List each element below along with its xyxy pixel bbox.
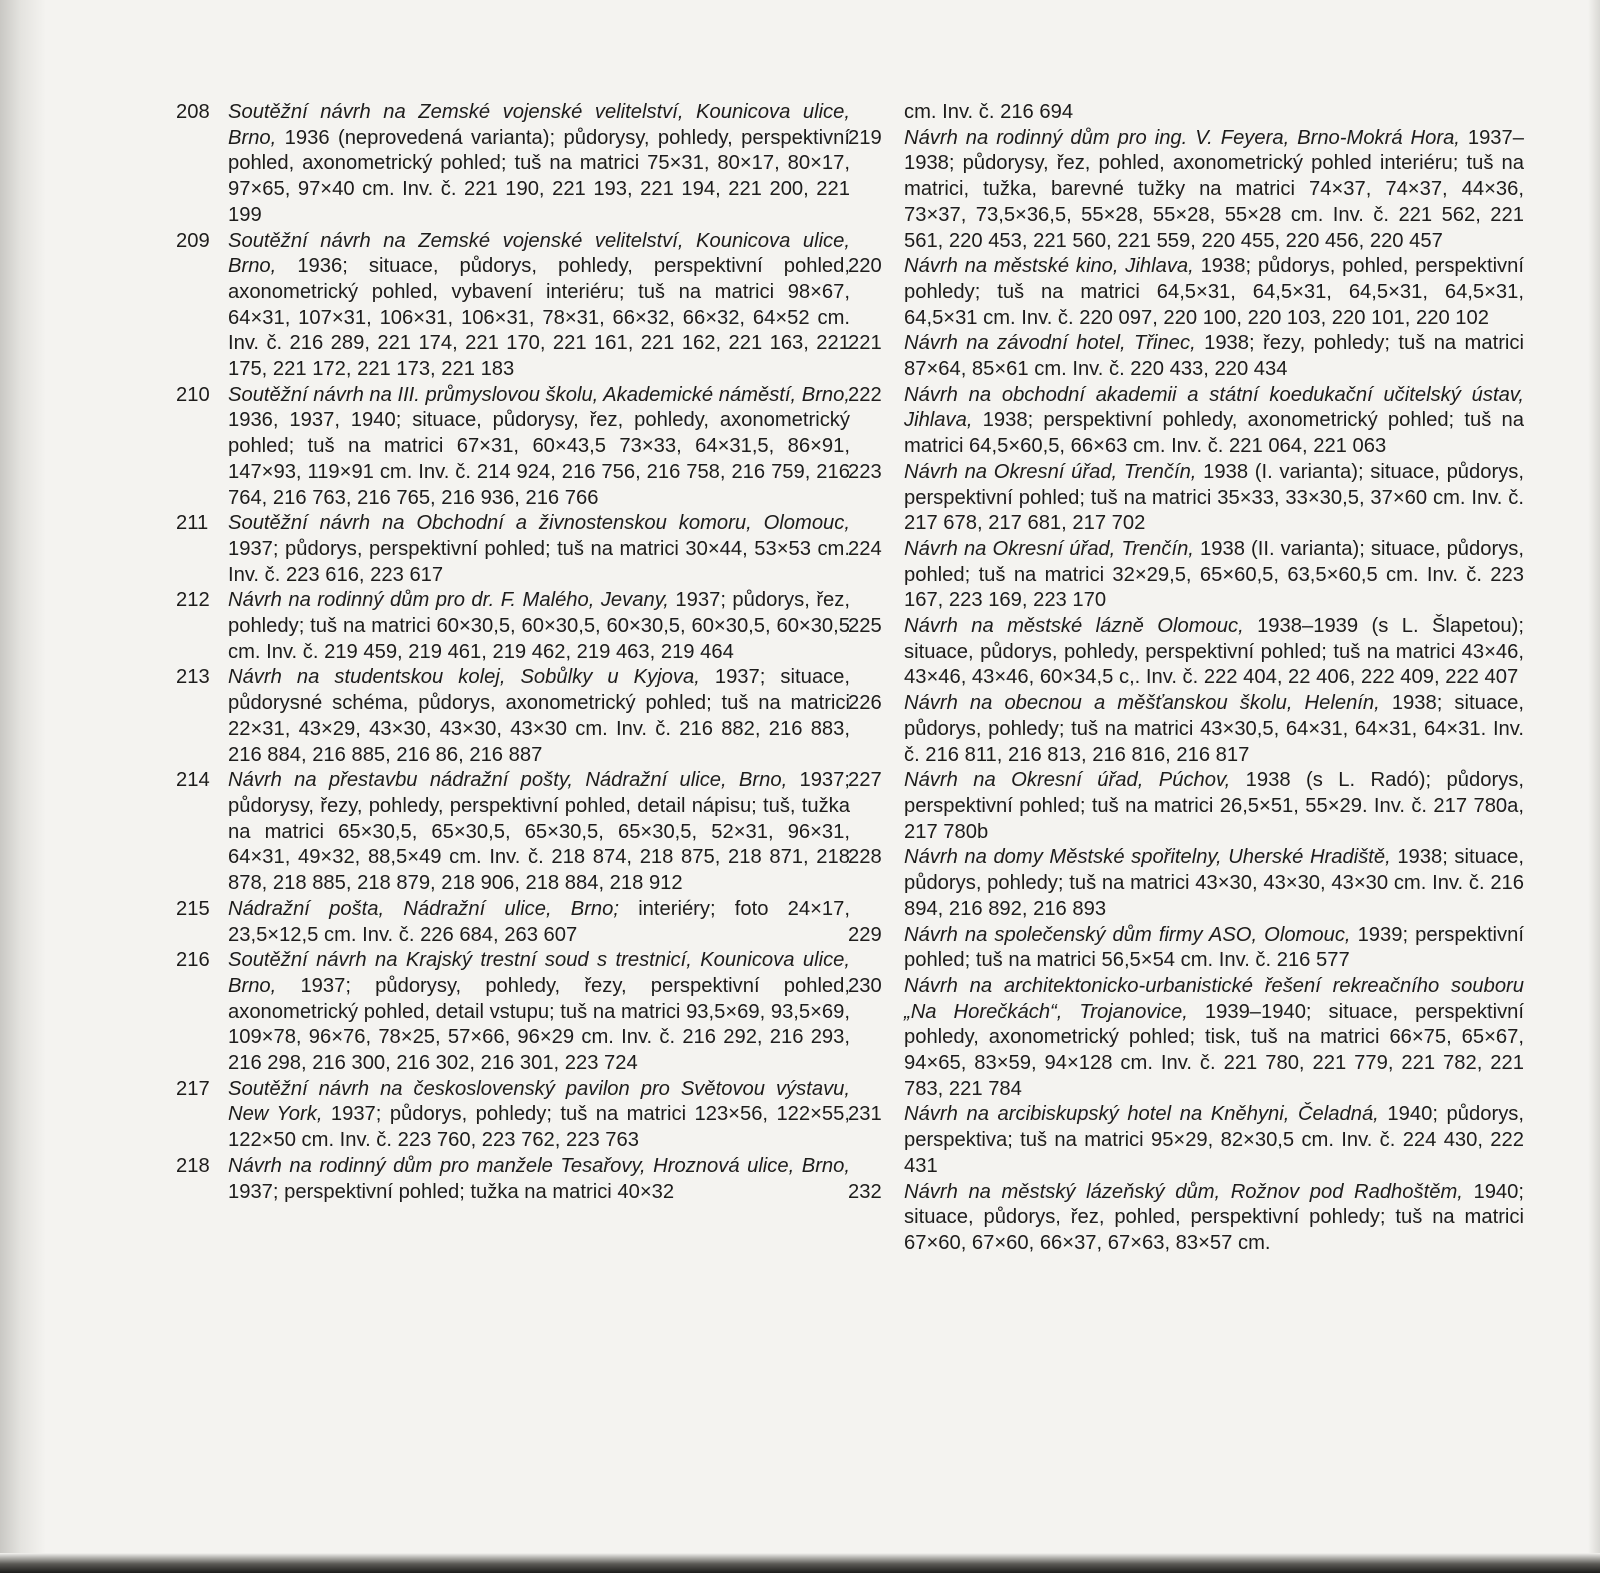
entry-title: Návrh na městské lázně Olomouc, — [904, 615, 1244, 638]
entry-title: Návrh na Okresní úřad, Púchov, — [904, 769, 1231, 792]
catalog-entry — [176, 100, 850, 229]
entry-number: 225 — [848, 615, 882, 638]
catalog-entry — [176, 588, 850, 665]
entry-number: 217 — [176, 1077, 210, 1100]
entry-title: Soutěžní návrh na III. průmyslovou školu, Akademické náměstí, Brno, — [228, 383, 850, 406]
entry-details: 1937; situace, půdorysné schéma, půdorys, axonometrický pohled; tuš na matrici 22×31, 43×29, 43×30, 43×30, 43×30 cm. Inv. č. 216 882, 216 883, 216 884, 216 885, 216 86, 216 887 — [228, 666, 850, 766]
entry-details: 1938; řezy, pohledy; tuš na matrici 87×64, 85×61 cm. Inv. č. 220 433, 220 434 — [904, 332, 1524, 381]
catalog-entry — [176, 1077, 850, 1154]
entry-title: Soutěžní návrh na Zemské vojenské velitelství, Kounicova ulice, Brno, — [228, 101, 850, 149]
entry-details: 1936; situace, půdorys, pohledy, perspektivní pohled, axonometrický pohled, vybavení interiéru; tuš na matrici 98×67, 64×31, 107×31, 106×31, 106×31, 78×31, 66×32, 66×32, 64×52 cm. Inv. č. 216 289, 221 174, 221 170, 221 161, 221 162, 221 163, 221 175, 221 172, 221 173, 221 183 — [228, 255, 850, 381]
entry-title: Soutěžní návrh na Zemské vojenské velitelství, Kounicova ulice, Brno, — [228, 229, 850, 278]
entry-title: Návrh na městské kino, Jihlava, — [904, 255, 1194, 278]
entry-number: 220 — [848, 255, 882, 278]
catalog-entry — [176, 897, 850, 948]
catalog-entry — [848, 974, 1524, 1103]
catalog-entry — [848, 537, 1524, 614]
catalog-entry — [176, 511, 850, 588]
entry-number: 223 — [848, 460, 882, 483]
entry-number: 229 — [848, 923, 882, 946]
entry-title: Návrh na arcibiskupský hotel na Kněhyni, Čeladná, — [904, 1103, 1379, 1126]
entry-number: 216 — [176, 949, 210, 972]
entry-number: 226 — [848, 692, 882, 715]
catalog-entry — [848, 460, 1524, 537]
catalog-entry — [176, 383, 850, 512]
entry-title: Návrh na Okresní úřad, Trenčín, — [904, 537, 1194, 560]
catalog-entry — [848, 845, 1524, 922]
entry-number: 211 — [176, 512, 209, 535]
entry-number: 227 — [848, 769, 882, 792]
entry-details: 1940; půdorys, perspektiva; tuš na matrici 95×29, 82×30,5 cm. Inv. č. 224 430, 222 431 — [904, 1103, 1524, 1177]
entry-details: 1938 (II. varianta); situace, půdorys, pohled; tuš na matrici 32×29,5, 65×60,5, 63,5×60,5 cm. Inv. č. 223 167, 223 169, 223 170 — [904, 537, 1524, 612]
entry-number: 232 — [848, 1180, 882, 1203]
entry-details: 1939–1940; situace, perspektivní pohledy, axonometrický pohled; tisk, tuš na matrici 66×75, 65×67, 94×65, 83×59, 94×128 cm. Inv. č. 221 780, 221 779, 221 782, 221 783, 221 784 — [904, 1000, 1524, 1100]
catalog-entry — [176, 665, 850, 768]
entry-number: 218 — [176, 1154, 210, 1177]
catalog-entry — [176, 1154, 850, 1205]
page-bottom-edge — [0, 1553, 1600, 1573]
entry-title: Návrh na architektonicko-urbanistické řešení rekreačního souboru „Na Horečkách“, Trojanovice, — [904, 974, 1524, 1023]
catalog-entry — [848, 614, 1524, 691]
entry-details: 1936, 1937, 1940; situace, půdorysy, řez, pohledy, axonometrický pohled; tuš na matrici 67×31, 60×43,5 73×33, 64×31,5, 86×91, 147×93, 119×91 cm. Inv. č. 214 924, 216 756, 216 758, 216 759, 216 764, 216 763, 216 765, 216 936, 216 766 — [228, 409, 850, 509]
entry-number: 230 — [848, 974, 882, 997]
entry-details: 1938 (I. varianta); situace, půdorys, perspektivní pohled; tuš na matrici 35×33, 33×30,5, 37×60 cm. Inv. č. 217 678, 217 681, 217 702 — [904, 460, 1525, 535]
entry-218-continuation: cm. Inv. č. 216 694 — [904, 101, 1074, 123]
entry-number: 214 — [176, 769, 210, 792]
entry-details: 1937; půdorysy, řezy, pohledy, perspektivní pohled, detail nápisu; tuš, tužka na matrici 65×30,5, 65×30,5, 65×30,5, 65×30,5, 52×31, 96×31, 64×31, 49×32, 88,5×49 cm. Inv. č. 218 874, 218 875, 218 871, 218 878, 218 885, 218 879, 218 906, 218 884, 218 912 — [228, 769, 850, 895]
entry-details: 1938; půdorys, pohled, perspektivní pohledy; tuš na matrici 64,5×31, 64,5×31, 64,5×31, 64,5×31, 64,5×31 cm. Inv. č. 220 097, 220 100, 220 103, 220 101, 220 102 — [904, 255, 1524, 329]
entry-details: 1937–1938; půdorysy, řez, pohled, axonometrický pohled interiéru; tuš na matrici, tužka, barevné tužky na matrici 74×37, 74×37, 44×36, 73×37, 73,5×36,5, 55×28, 55×28, 55×28 cm. Inv. č. 221 562, 221 561, 220 453, 221 560, 221 559, 220 455, 220 456, 220 457 — [904, 126, 1524, 252]
book-spine-shadow — [0, 0, 46, 1573]
entry-title: Návrh na obchodní akademii a státní koedukační učitelský ústav, Jihlava, — [904, 383, 1524, 432]
entry-title: Návrh na přestavbu nádražní pošty, Nádražní ulice, Brno, — [228, 769, 788, 792]
catalog-entry — [848, 768, 1524, 845]
entry-number: 215 — [176, 897, 210, 920]
entry-details: 1938–1939 (s L. Šlapetou); situace, půdorys, pohledy, perspektivní pohled; tuš na matrici 43×46, 43×46, 43×46, 60×34,5 c,. Inv. č. 222 404, 22 406, 222 409, 222 407 — [904, 615, 1524, 689]
entry-number: 231 — [848, 1103, 882, 1126]
entry-title: Návrh na rodinný dům pro manžele Tesařovy, Hroznová ulice, Brno, — [228, 1154, 850, 1177]
catalog-entry — [848, 254, 1524, 331]
entry-title: Soutěžní návrh na Obchodní a živnostenskou komoru, Olomouc, — [228, 512, 850, 535]
entry-number: 222 — [848, 383, 882, 406]
right-column — [848, 100, 1524, 1257]
entry-title: Soutěžní návrh na československý pavilon pro Světovou výstavu, New York, — [228, 1077, 850, 1126]
catalog-entry — [176, 768, 850, 897]
entry-details: 1938; situace, půdorys, pohledy; tuš na matrici 43×30,5, 64×31, 64×31, 64×31. Inv. č. 216 811, 216 813, 216 816, 216 817 — [904, 692, 1524, 766]
entry-title: Návrh na rodinný dům pro ing. V. Feyera, Brno-Mokrá Hora, — [904, 126, 1460, 149]
entry-details: interiéry; foto 24×17, 23,5×12,5 cm. Inv. č. 226 684, 263 607 — [228, 897, 850, 946]
entry-details: 1937; půdorysy, pohledy, řezy, perspektivní pohled, axonometrický pohled, detail vstupu; tuš na matrici 93,5×69, 93,5×69, 109×78, 96×76, 78×25, 57×66, 96×29 cm. Inv. č. 216 292, 216 293, 216 298, 216 300, 216 302, 216 301, 223 724 — [228, 974, 850, 1075]
entry-number: 224 — [848, 537, 882, 560]
entry-details: 1937; půdorys, perspektivní pohled; tuš na matrici 30×44, 53×53 cm. Inv. č. 223 616, 223 617 — [228, 537, 850, 586]
catalog-entry — [848, 1180, 1524, 1257]
entry-details: 1936 (neprovedená varianta); půdorysy, pohledy, perspektivní pohled, axonometrický pohled; tuš na matrici 75×31, 80×17, 80×17, 97×65, 97×40 cm. Inv. č. 221 190, 221 193, 221 194, 221 200, 221 199 — [228, 126, 850, 226]
entry-number: 210 — [176, 383, 210, 406]
entry-title: Návrh na Okresní úřad, Trenčín, — [904, 460, 1197, 483]
entry-title: Návrh na domy Městské spořitelny, Uherské Hradiště, — [904, 846, 1391, 869]
entry-number: 221 — [848, 332, 882, 355]
entry-details: 1938; perspektivní pohledy, axonometrický pohled; tuš na matrici 64,5×60,5, 66×63 cm. Inv. č. 221 064, 221 063 — [904, 409, 1524, 458]
catalog-entry — [848, 1102, 1524, 1179]
catalog-entry — [848, 331, 1524, 382]
catalog-entry — [176, 229, 850, 383]
entry-number: 213 — [176, 666, 210, 689]
entry-title: Návrh na rodinný dům pro dr. F. Malého, Jevany, — [228, 589, 669, 612]
entry-details: 1937; perspektivní pohled; tužka na matrici 40×32 — [228, 1180, 675, 1203]
entry-number: 212 — [176, 589, 210, 612]
entry-title: Návrh na městský lázeňský dům, Rožnov pod Radhoštěm, — [904, 1180, 1463, 1203]
catalog-entry — [848, 383, 1524, 460]
catalog-entry — [848, 691, 1524, 768]
entry-details: 1937; půdorys, řez, pohledy; tuš na matrici 60×30,5, 60×30,5, 60×30,5, 60×30,5, 60×30,5 cm. Inv. č. 219 459, 219 461, 219 462, 219 463, 219 464 — [228, 589, 850, 663]
catalog-entry — [176, 948, 850, 1077]
entry-title: Návrh na studentskou kolej, Sobůlky u Kyjova, — [228, 666, 700, 689]
entry-details: 1940; situace, půdorys, řez, pohled, perspektivní pohledy; tuš na matrici 67×60, 67×60, 66×37, 67×63, 83×57 cm. — [904, 1180, 1524, 1254]
entry-number: 208 — [176, 101, 210, 123]
catalog-entry — [848, 923, 1524, 974]
page-right-edge — [1588, 0, 1600, 1573]
entry-details: 1939; perspektivní pohled; tuš na matrici 56,5×54 cm. Inv. č. 216 577 — [904, 923, 1524, 972]
entry-title: Nádražní pošta, Nádražní ulice, Brno; — [228, 897, 619, 920]
catalog-entry — [848, 126, 1524, 255]
entry-details: 1938; situace, půdorys, pohledy; tuš na matrici 43×30, 43×30, 43×30 cm. Inv. č. 216 894, 216 892, 216 893 — [904, 846, 1524, 920]
entry-number: 219 — [848, 126, 882, 149]
entry-title: Soutěžní návrh na Krajský trestní soud s trestnicí, Kounicova ulice, Brno, — [228, 949, 850, 997]
entry-number: 209 — [176, 229, 210, 252]
entry-title: Návrh na obecnou a měšťanskou školu, Helenín, — [904, 692, 1380, 715]
entry-number: 228 — [848, 846, 882, 869]
entry-details: 1938 (s L. Radó); půdorys, perspektivní pohled; tuš na matrici 26,5×51, 55×29. Inv. č. 217 780a, 217 780b — [904, 769, 1524, 843]
entry-title: Návrh na společenský dům firmy ASO, Olomouc, — [904, 923, 1351, 946]
entry-title: Návrh na závodní hotel, Třinec, — [904, 332, 1196, 355]
entry-details: 1937; půdorys, pohledy; tuš na matrici 123×56, 122×55, 122×50 cm. Inv. č. 223 760, 223 762, 223 763 — [228, 1103, 850, 1152]
left-column — [176, 100, 850, 1205]
